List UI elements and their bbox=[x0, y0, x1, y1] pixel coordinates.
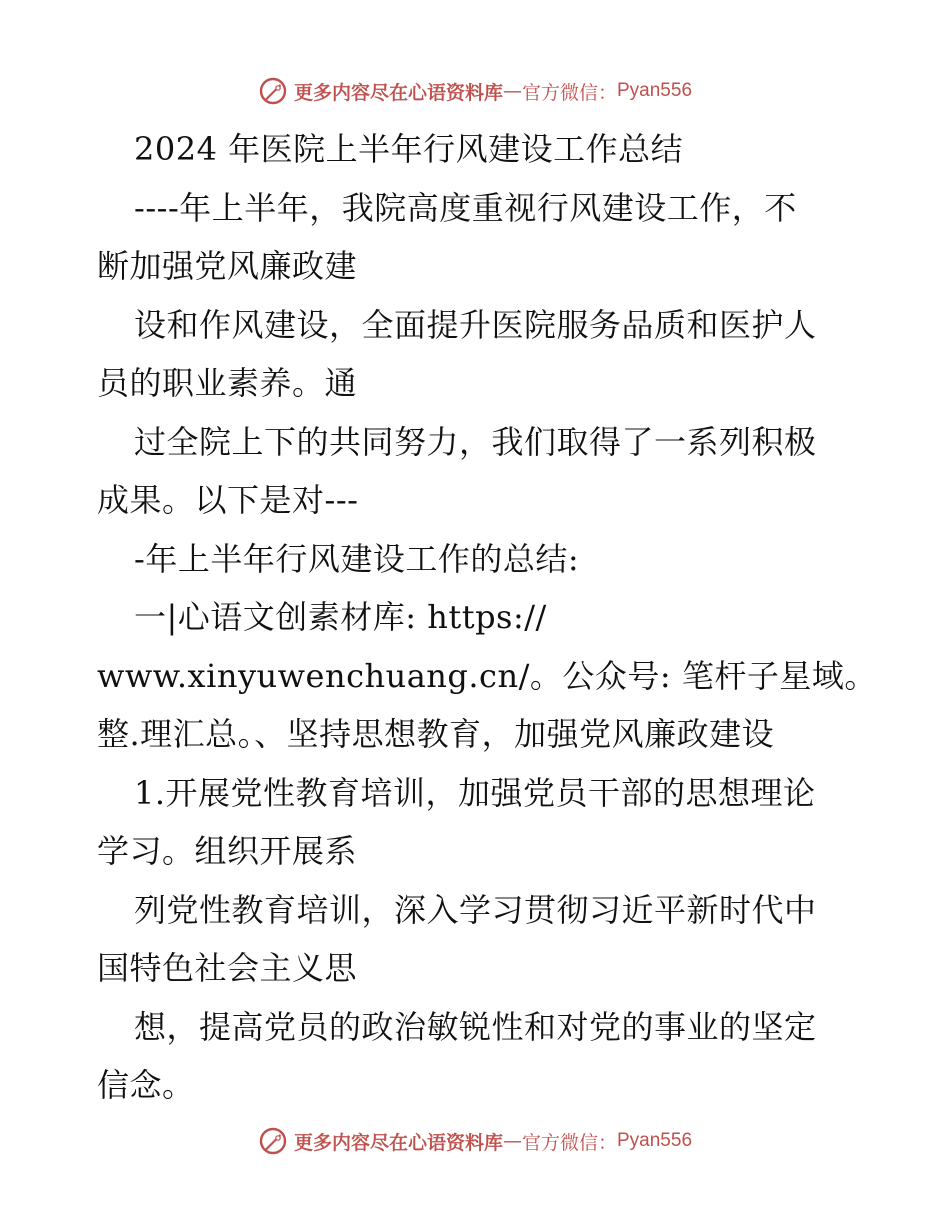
paragraph-line: www.xinyuwenchuang.cn/。公众号: 笔杆子星域。 bbox=[97, 656, 877, 695]
paragraph-line: 一|心语文创素材库: https:// bbox=[134, 598, 547, 636]
banner-official-label: 官方微信： bbox=[521, 1131, 617, 1154]
paragraph-line: -年上半年行风建设工作的总结: bbox=[134, 539, 580, 578]
header-banner bbox=[0, 71, 950, 111]
banner-brand-text: 更多内容尽在心语资料库 bbox=[293, 81, 503, 104]
paragraph-line: 信念。 bbox=[97, 1066, 195, 1104]
banner-official-label: 官方微信： bbox=[521, 81, 617, 104]
paragraph-line: 过全院上下的共同努力，我们取得了一系列积极 bbox=[134, 422, 817, 461]
paragraph-line: 国特色社会主义思 bbox=[97, 949, 358, 987]
paragraph-line: 成果。以下是对--- bbox=[97, 481, 359, 519]
paragraph-line: ----年上半年，我院高度重视行风建设工作，不 bbox=[134, 188, 797, 227]
paragraph-line: 设和作风建设，全面提升医院服务品质和医护人 bbox=[134, 305, 817, 344]
pen-nib-logo-icon bbox=[258, 1126, 288, 1156]
paragraph-line: 1.开展党性教育培训，加强党员干部的思想理论 bbox=[134, 773, 816, 812]
paragraph-line: 员的职业素养。通 bbox=[97, 364, 358, 402]
paragraph-line: 想，提高党员的政治敏锐性和对党的事业的坚定 bbox=[134, 1007, 817, 1046]
banner-separator: — bbox=[502, 80, 522, 102]
banner-separator: — bbox=[502, 1130, 522, 1152]
pen-nib-logo-icon bbox=[258, 76, 288, 106]
paragraph-line: 列党性教育培训，深入学习贯彻习近平新时代中 bbox=[134, 890, 817, 929]
paragraph-line: 学习。组织开展系 bbox=[97, 832, 358, 870]
banner-brand-text: 更多内容尽在心语资料库 bbox=[293, 1131, 503, 1154]
paragraph-line: 断加强党风廉政建 bbox=[97, 247, 358, 285]
document-title: 2024 年医院上半年行风建设工作总结 bbox=[134, 130, 684, 168]
banner-wechat-id: Pyan556 bbox=[617, 1130, 693, 1151]
document-body bbox=[97, 120, 877, 1115]
banner-wechat-id: Pyan556 bbox=[617, 80, 693, 101]
footer-banner bbox=[0, 1121, 950, 1161]
section-heading: 整.理汇总。、坚持思想教育，加强党风廉政建设 bbox=[97, 715, 775, 753]
